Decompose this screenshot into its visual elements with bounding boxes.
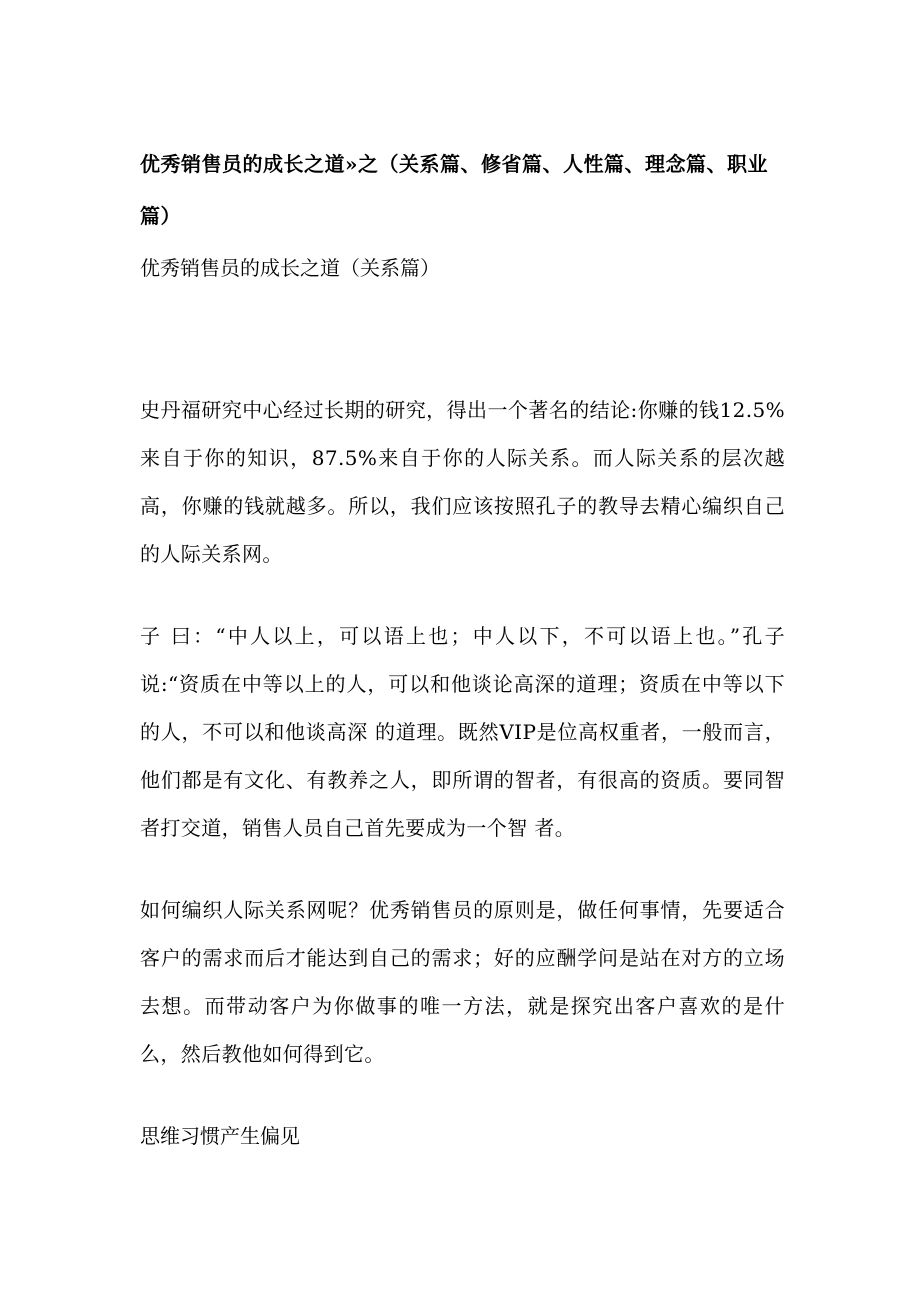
- paragraph-3: 如何编织人际关系网呢？优秀销售员的原则是，做任何事情，先要适合客户的需求而后才能达到自己的需求；好的应酬学问是站在对方的立场去想。而带动客户为你做事的唯一方法，就是探究出客户喜欢的是什么，然后教他如何得到它。: [140, 898, 785, 1066]
- paragraph-2: 子 曰：“中人以上，可以语上也；中人以下，不可以语上也。”孔子说:“资质在中等以上的人，可以和他谈论高深的道理；资质在中等以下的人，不可以和他谈高深 的道理。既然VIP是位高权重者，一般而言，他们都是有文化、有教养之人，即所谓的智者，有很高的资质。要同智者打交道，销售人员自己首先要成为一个智 者。: [140, 624, 785, 840]
- spacer: [140, 578, 785, 612]
- spacer: [140, 294, 785, 386]
- document-title: 优秀销售员的成长之道»之（关系篇、修省篇、人性篇、理念篇、职业篇）: [140, 152, 768, 228]
- paragraph-1: 史丹福研究中心经过长期的研究，得出一个著名的结论:你赚的钱12.5%来自于你的知识，87.5%来自于你的人际关系。而人际关系的层次越高，你赚的钱就越多。所以，我们应该按照孔子的教导去精心编织自己的人际关系网。: [140, 398, 785, 566]
- spacer: [140, 1078, 785, 1112]
- document-page: [140, 138, 785, 1160]
- spacer: [140, 852, 785, 886]
- section-heading: 思维习惯产生偏见: [140, 1124, 300, 1148]
- document-subtitle: 优秀销售员的成长之道（关系篇）: [140, 256, 440, 280]
